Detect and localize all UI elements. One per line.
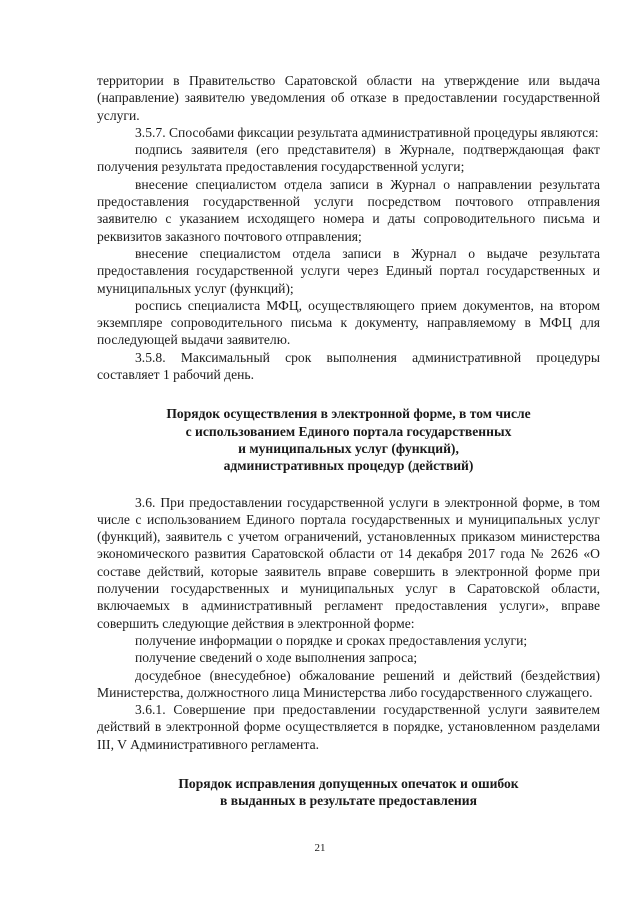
paragraph: роспись специалиста МФЦ, осуществляющего прием документов, на втором экземпляре сопроводительного письма к документу, направляемому в МФЦ для последующей выдачи заявителю. (97, 297, 600, 348)
section-heading-line: Порядок исправления допущенных опечаток и ошибок (178, 775, 519, 791)
list-item: получение информации о порядке и сроках предоставления услуги; (135, 632, 528, 648)
paragraph: 3.6.1. Совершение при предоставлении государственной услуги заявителем действий в электронной форме осуществляется в порядке, установленном разделами III, V Административного регламента. (97, 702, 600, 752)
section-heading-line: административных процедур (действий) (223, 458, 474, 474)
paragraph: 3.5.8. Максимальный срок выполнения административной процедуры составляет 1 рабочий день. (97, 349, 600, 383)
list-item: досудебное (внесудебное) обжалование решений и действий (бездействия) Министерства, должностного лица Министерства либо государственного служащего. (97, 667, 600, 700)
list-item: получение сведений о ходе выполнения запроса; (135, 650, 418, 666)
paragraph: внесение специалистом отдела записи в Журнал о выдаче результата предоставления государственной услуги через Единый портал государственных и муниципальных услуг (функций); (97, 245, 600, 296)
paragraph: 3.6. При предоставлении государственной услуги в электронной форме, в том числе с использованием Единого портала государственных и муниципальных услуг (функций), заявитель с учетом ограничений, установленных приказом министерства экономического развития Саратовской области от 14 декабря 2017 года № 2626 «О составе действий, которые заявитель вправе совершить в электронной форме при получении государственных и муниципальных услуг в Саратовской области, включаемых в административный регламент предоставления услуги», вправе совершить следующие действия в электронной форме: (97, 494, 600, 631)
paragraph: внесение специалистом отдела записи в Журнал о направлении результата предоставления государственной услуги посредством почтового отправления заявителю с указанием исходящего номера и даты сопроводительного письма и реквизитов заказного почтового отправления; (97, 176, 600, 244)
paragraph: подпись заявителя (его представителя) в Журнале, подтверждающая факт получения результата предоставления государственной услуги; (97, 142, 600, 175)
paragraph: 3.5.7. Способами фиксации результата административной процедуры являются: (135, 124, 599, 140)
section-heading-line: Порядок осуществления в электронной форме, в том числе (166, 406, 531, 422)
paragraph: территории в Правительство Саратовской области на утверждение или выдача (направление) заявителю уведомления об отказе в предоставлении государственной услуги. (97, 73, 600, 123)
section-heading-line: и муниципальных услуг (функций), (238, 440, 459, 456)
section-heading-line: с использованием Единого портала государственных (185, 423, 512, 439)
page-number: 21 (314, 842, 326, 854)
section-heading-line: в выданных в результате предоставления (220, 793, 477, 809)
document-body (97, 72, 600, 810)
